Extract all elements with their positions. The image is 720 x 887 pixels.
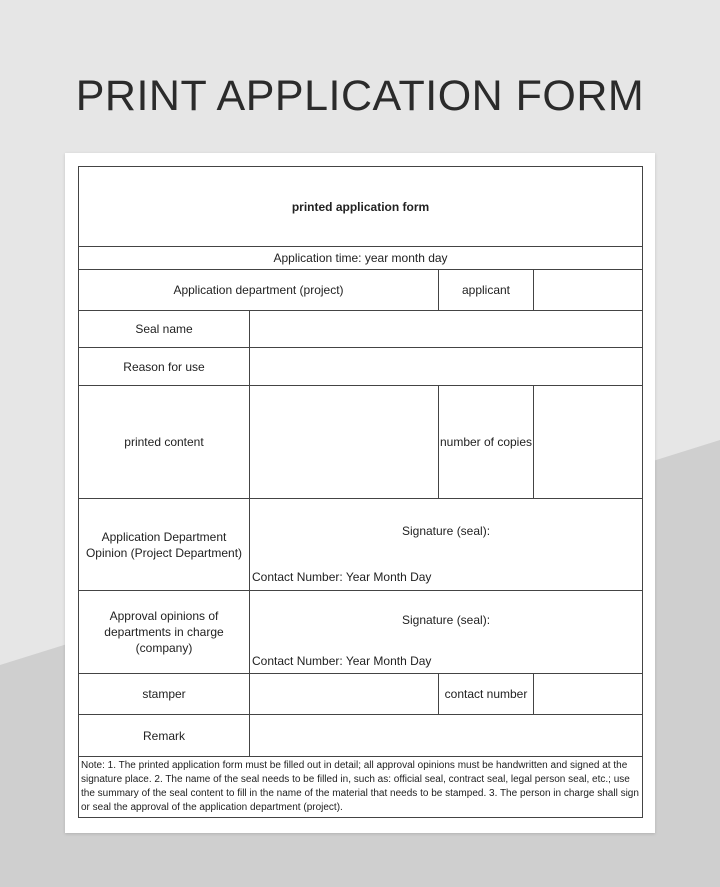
printed-content-label: printed content [79,386,250,499]
stamper-label: stamper [79,674,250,715]
dept-opinion-label: Application Department Opinion (Project Department) [79,499,250,591]
form-note: Note: 1. The printed application form must be filled out in detail; all approval opinions must be handwritten and signed at the signature place. 2. The name of the seal needs to be filled in, such as: official seal, contract seal, legal person seal, etc.; use the summary of the seal content to fill in the name of the material that needs to be stamped. 3. The person in charge shall sign or seal the approval of the application department (project). [79,757,643,818]
stamper-field[interactable] [250,674,439,715]
approval-opinion-field[interactable] [250,591,643,674]
form-sheet [65,153,655,833]
printed-content-field[interactable] [250,386,439,499]
application-department-label: Application department (project) [79,270,439,311]
dept-signature-seal: Signature (seal): [401,524,491,538]
seal-name-label: Seal name [79,311,250,348]
approval-contact-number-date: Contact Number: Year Month Day [252,654,432,668]
reason-for-use-label: Reason for use [79,348,250,386]
contact-number-label: contact number [439,674,534,715]
application-time: Application time: year month day [79,247,643,270]
applicant-label: applicant [439,270,534,311]
dept-opinion-field[interactable] [250,499,643,591]
contact-number-field[interactable] [534,674,643,715]
remark-field[interactable] [250,715,643,757]
approval-signature-seal: Signature (seal): [401,613,491,627]
form-title: printed application form [79,167,643,247]
applicant-field[interactable] [534,270,643,311]
number-of-copies-field[interactable] [534,386,643,499]
dept-contact-number-date: Contact Number: Year Month Day [252,570,432,584]
seal-name-field[interactable] [250,311,643,348]
page-title: PRINT APPLICATION FORM [75,72,645,120]
application-form-table [78,166,643,818]
remark-label: Remark [79,715,250,757]
number-of-copies-label: number of copies [439,386,534,499]
approval-opinion-label: Approval opinions of departments in charge (company) [79,591,250,674]
reason-for-use-field[interactable] [250,348,643,386]
